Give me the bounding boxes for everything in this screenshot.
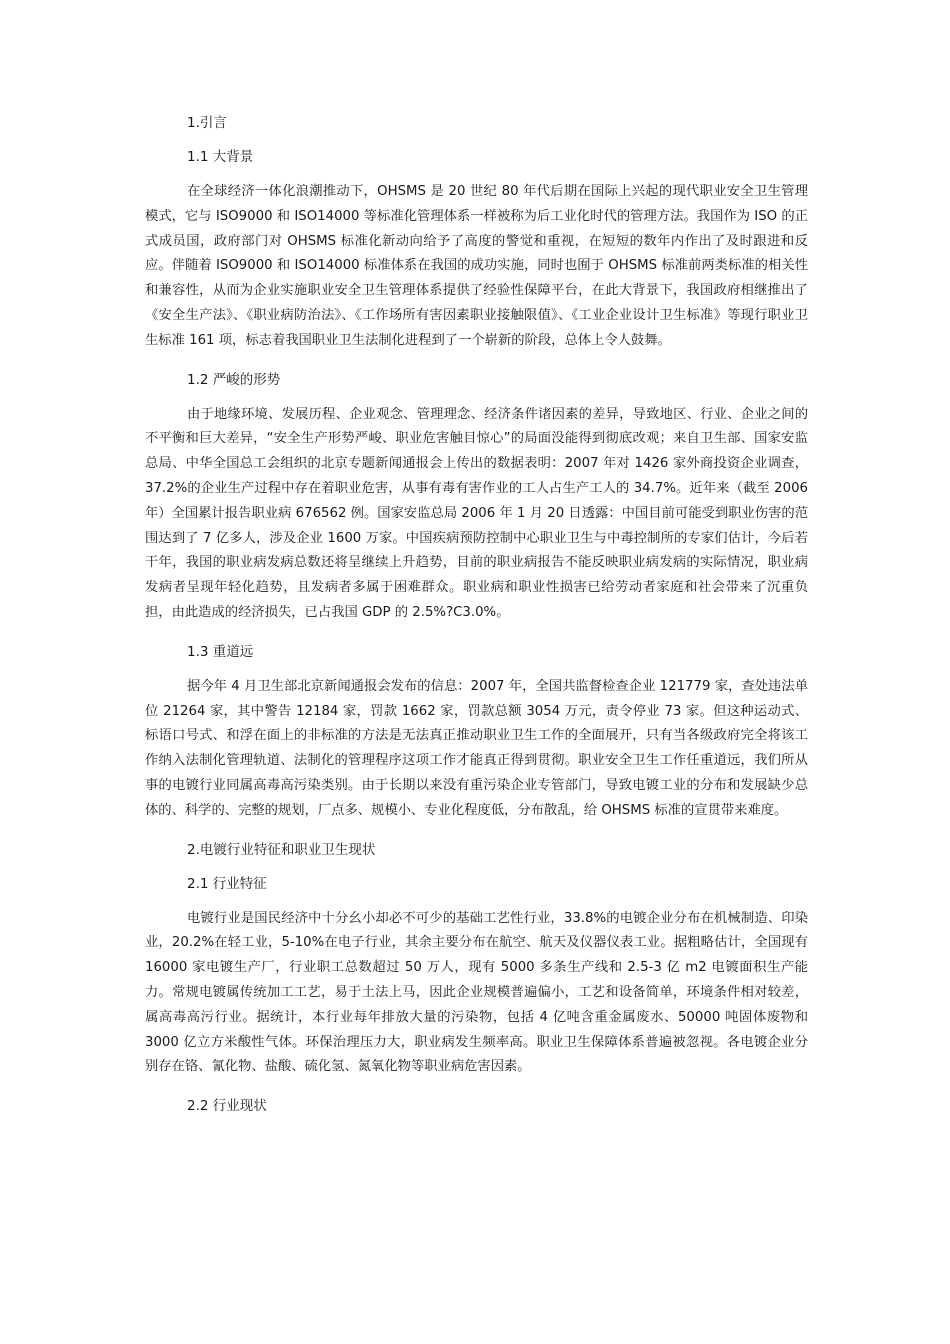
paragraph-background: 在全球经济一体化浪潮推动下，OHSMS 是 20 世纪 80 年代后期在国际上兴起的现代职业安全卫生管理模式，它与 ISO9000 和 ISO14000 等标准化管理体系一样被称为后工业化时代的管理方法。我国作为 ISO 的正式成员国，政府部门对 OHSMS 标准化新动向给予了高度的警觉和重视，在短短的数年内作出了及时跟进和反应。伴随着 ISO9000 和 ISO14000 标准体系在我国的成功实施，同时也囿于 OHSMS 标准前两类标准的相关性和兼容性，从而为企业实施职业安全卫生管理体系提供了经验性保障平台，在此大背景下，我国政府相继推出了《安全生产法》、《职业病防治法》、《工作场所有害因素职业接触限值》、《工业企业设计卫生标准》等现行职业卫生标准 161 项，标志着我国职业卫生法制化进程到了一个崭新的阶段，总体上令人鼓舞。 xyxy=(145,184,808,348)
document-page xyxy=(145,112,808,1129)
section-heading-industry: 2.电镀行业特征和职业卫生现状 xyxy=(187,841,376,858)
paragraph-long-road: 据今年 4 月卫生部北京新闻通报会发布的信息：2007 年，全国共监督检查企业 121779 家，查处违法单位 21264 家，其中警告 12184 家，罚款 1662 家，罚款总额 3054 万元，责令停业 73 家。但这种运动式、标语口号式、和浮在面上的非标准的方法是无法真正推动职业卫生工作的全面展开，只有当各级政府完全将该工作纳入法制化管理轨道、法制化的管理程序这项工作才能真正得到贯彻。职业安全卫生工作任重道远，我们所从事的电镀行业同属高毒高污染类别。由于长期以来没有重污染企业专管部门，导致电镀工业的分布和发展缺少总体的、科学的、完整的规划，厂点多、规模小、专业化程度低，分布散乱，给 OHSMS 标准的宣贯带来难度。 xyxy=(145,678,808,818)
paragraph-industry-features: 电镀行业是国民经济中十分幺小却必不可少的基础工艺性行业，33.8%的电镀企业分布在机械制造、印染业，20.2%在轻工业，5-10%在电子行业，其余主要分布在航空、航天及仪器仪表工业。据粗略估计，全国现有 16000 家电镀生产厂，行业职工总数超过 50 万人，现有 5000 多条生产线和 2.5-3 亿 m2 电镀面积生产能力。常规电镀属传统加工工艺，易于土法上马，因此企业规模普遍偏小，工艺和设备简单，环境条件相对较差，属高毒高污行业。据统计，本行业每年排放大量的污染物，包括 4 亿吨含重金属废水、50000 吨固体废物和 3000 亿立方米酸性气体。环保治理压力大，职业病发生频率高。职业卫生保障体系普遍被忽视。各电镀企业分别存在铬、氰化物、盐酸、硫化氢、氮氧化物等职业病危害因素。 xyxy=(145,910,808,1075)
section-heading-situation: 1.2 严峻的形势 xyxy=(187,371,281,388)
section-heading-intro: 1.引言 xyxy=(187,115,227,131)
section-heading-background: 1.1 大背景 xyxy=(187,149,254,165)
section-heading-industry-status: 2.2 行业现状 xyxy=(187,1098,267,1115)
paragraph-situation: 由于地缘环境、发展历程、企业观念、管理理念、经济条件诸因素的差异，导致地区、行业、企业之间的不平衡和巨大差异，“安全生产形势严峻、职业危害触目惊心”的局面没能得到彻底改观；来自卫生部、国家安监总局、中华全国总工会组织的北京专题新闻通报会上传出的数据表明：2007 年对 1426 家外商投资企业调查，37.2%的企业生产过程中存在着职业危害，从事有毒有害作业的工人占生产工人的 34.7%。近年来（截至 2006 年）全国累计报告职业病 676562 例。国家安监总局 2006 年 1 月 20 日透露：中国目前可能受到职业伤害的范围达到了 7 亿多人，涉及企业 1600 万家。中国疾病预防控制中心职业卫生与中毒控制所的专家们估计，今后若干年，我国的职业病发病总数还将呈继续上升趋势，目前的职业病报告不能反映职业病发病的实际情况，职业病发病者呈现年轻化趋势，且发病者多属于困难群众。职业病和职业性损害已给劳动者家庭和社会带来了沉重负担，由此造成的经济损失，已占我国 GDP 的 2.5%?C3.0%。 xyxy=(145,406,808,620)
section-heading-long-road: 1.3 重道远 xyxy=(187,643,254,660)
section-heading-industry-features: 2.1 行业特征 xyxy=(187,875,267,892)
